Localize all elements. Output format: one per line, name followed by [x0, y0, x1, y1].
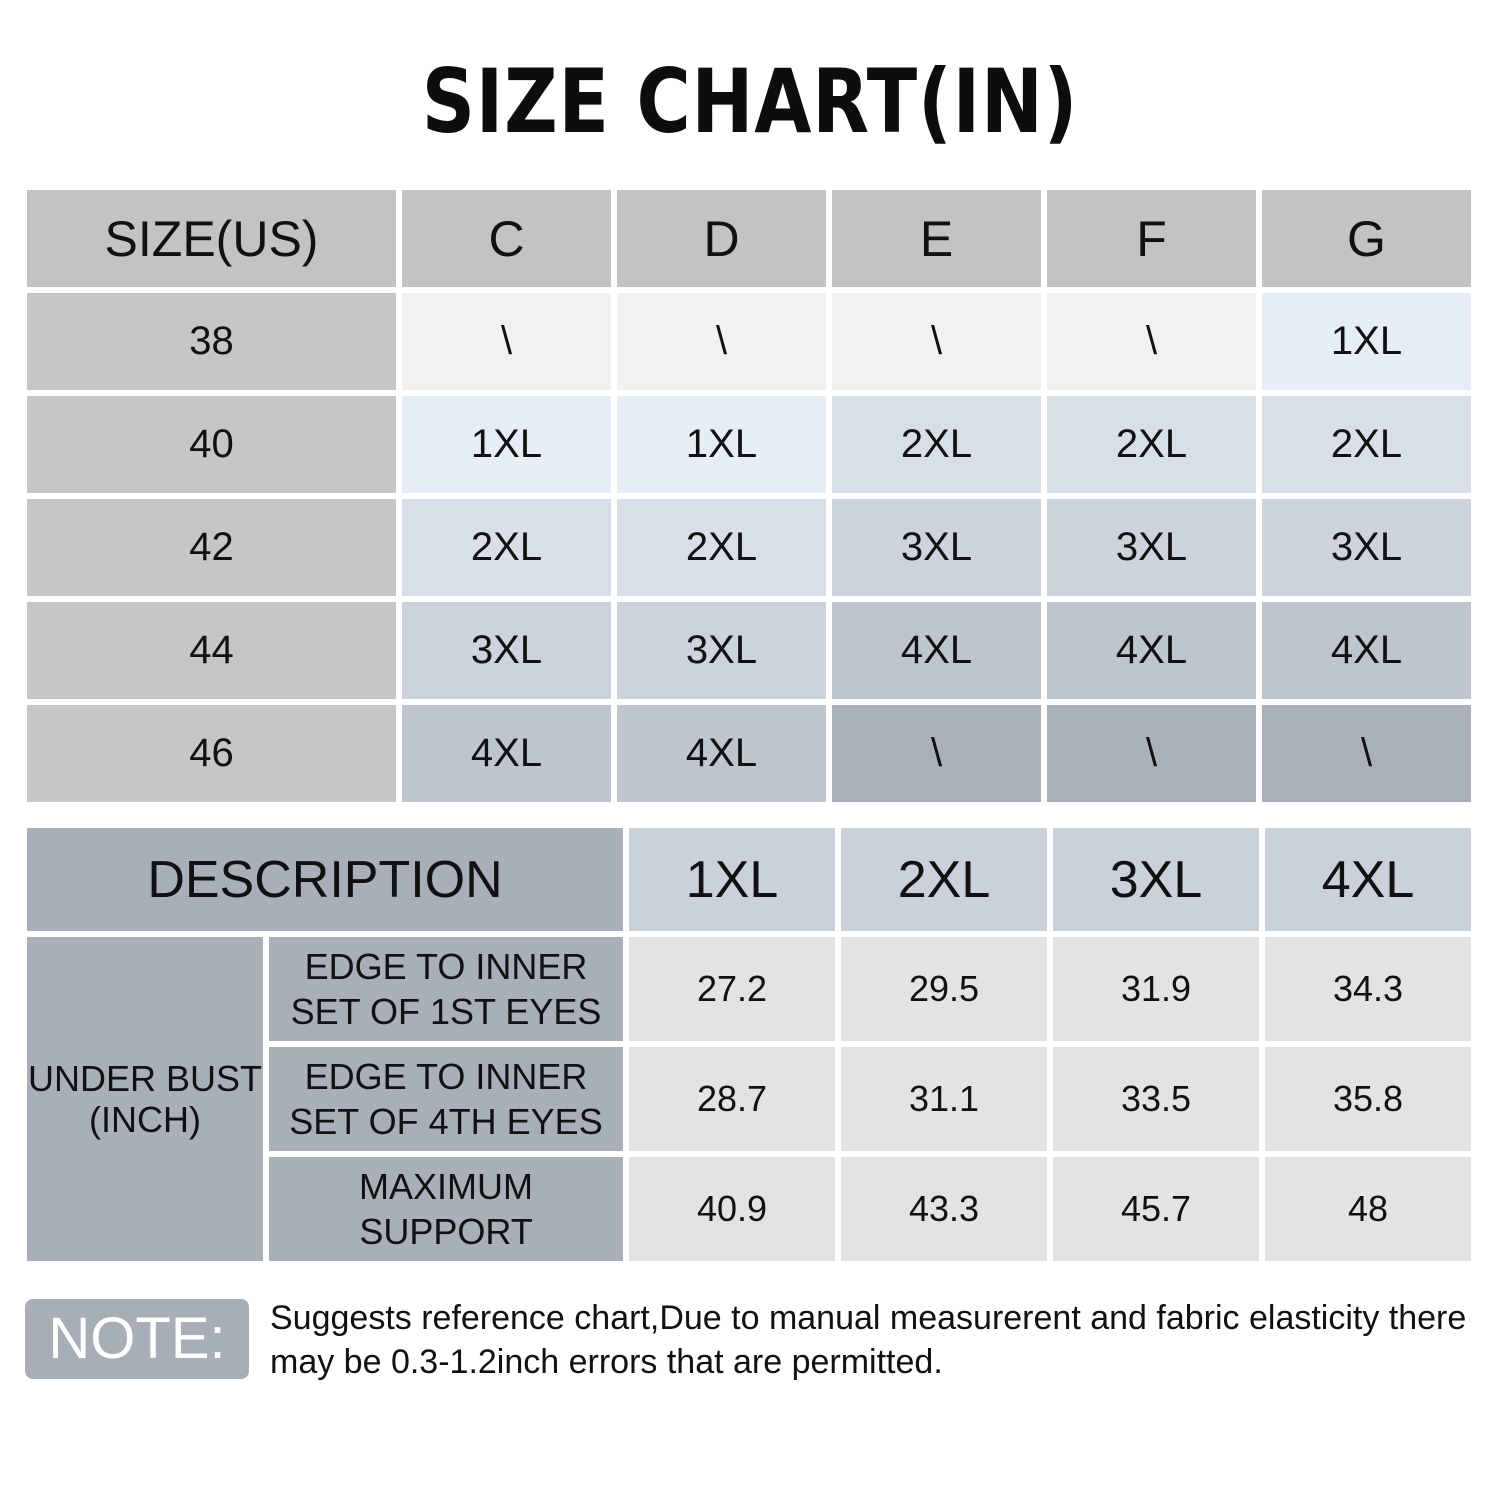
- cup-header: D: [617, 190, 826, 287]
- cup-header: G: [1262, 190, 1471, 287]
- measurement-value: 43.3: [841, 1157, 1047, 1261]
- size-chart-table: [21, 184, 1477, 808]
- measurement-value: 27.2: [629, 937, 835, 1041]
- size-cell: 1XL: [1262, 293, 1471, 390]
- under-bust-label: UNDER BUST (INCH): [27, 937, 263, 1261]
- size-header: 3XL: [1053, 828, 1259, 931]
- size-cell: \: [1262, 705, 1471, 802]
- description-header: DESCRIPTION: [27, 828, 623, 931]
- table-row: [27, 937, 1471, 1041]
- size-cell: 4XL: [1262, 602, 1471, 699]
- note-text: Suggests reference chart,Due to manual measurerent and fabric elasticity there may be 0.3-1.2inch errors that are permitted.: [270, 1299, 1467, 1381]
- size-cell: 2XL: [1262, 396, 1471, 493]
- size-cell: 3XL: [617, 602, 826, 699]
- note-badge: NOTE:: [25, 1299, 249, 1379]
- size-cell: 2XL: [832, 396, 1041, 493]
- table-row: [27, 396, 1471, 493]
- table-row: [27, 293, 1471, 390]
- measurement-value: 45.7: [1053, 1157, 1259, 1261]
- size-header: 2XL: [841, 828, 1047, 931]
- size-cell: \: [832, 293, 1041, 390]
- size-cell: 3XL: [1047, 499, 1256, 596]
- measurement-value: 34.3: [1265, 937, 1471, 1041]
- size-cell: 4XL: [832, 602, 1041, 699]
- size-cell: \: [402, 293, 611, 390]
- measurement-value: 48: [1265, 1157, 1471, 1261]
- measurement-label: MAXIMUM SUPPORT: [269, 1157, 623, 1261]
- size-cell: \: [617, 293, 826, 390]
- band-size-cell: 42: [27, 499, 396, 596]
- cup-header: F: [1047, 190, 1256, 287]
- measurement-value: 33.5: [1053, 1047, 1259, 1151]
- measurement-value: 29.5: [841, 937, 1047, 1041]
- size-cell: \: [1047, 293, 1256, 390]
- size-cell: \: [832, 705, 1041, 802]
- size-cell: 2XL: [617, 499, 826, 596]
- cup-header: E: [832, 190, 1041, 287]
- page-title: SIZE CHART(IN): [421, 50, 1079, 153]
- size-cell: 4XL: [617, 705, 826, 802]
- band-size-cell: 46: [27, 705, 396, 802]
- measurement-label: EDGE TO INNER SET OF 4TH EYES: [269, 1047, 623, 1151]
- measurement-value: 35.8: [1265, 1047, 1471, 1151]
- size-cell: 3XL: [1262, 499, 1471, 596]
- size-header: 1XL: [629, 828, 835, 931]
- cup-header: C: [402, 190, 611, 287]
- size-cell: 1XL: [617, 396, 826, 493]
- size-header: 4XL: [1265, 828, 1471, 931]
- table-row: [27, 705, 1471, 802]
- table-row: [27, 499, 1471, 596]
- description-table: [21, 822, 1477, 1267]
- size-cell: 1XL: [402, 396, 611, 493]
- band-size-cell: 40: [27, 396, 396, 493]
- description-header-row: [27, 828, 1471, 931]
- table-row: [27, 602, 1471, 699]
- band-size-cell: 38: [27, 293, 396, 390]
- size-cell: 4XL: [1047, 602, 1256, 699]
- measurement-value: 31.1: [841, 1047, 1047, 1151]
- size-us-header: SIZE(US): [27, 190, 396, 287]
- size-cell: 4XL: [402, 705, 611, 802]
- measurement-value: 40.9: [629, 1157, 835, 1261]
- measurement-value: 28.7: [629, 1047, 835, 1151]
- size-cell: 3XL: [402, 602, 611, 699]
- band-size-cell: 44: [27, 602, 396, 699]
- measurement-value: 31.9: [1053, 937, 1259, 1041]
- size-header-row: [27, 190, 1471, 287]
- size-cell: 2XL: [1047, 396, 1256, 493]
- size-cell: 3XL: [832, 499, 1041, 596]
- size-cell: 2XL: [402, 499, 611, 596]
- measurement-label: EDGE TO INNER SET OF 1ST EYES: [269, 937, 623, 1041]
- size-cell: \: [1047, 705, 1256, 802]
